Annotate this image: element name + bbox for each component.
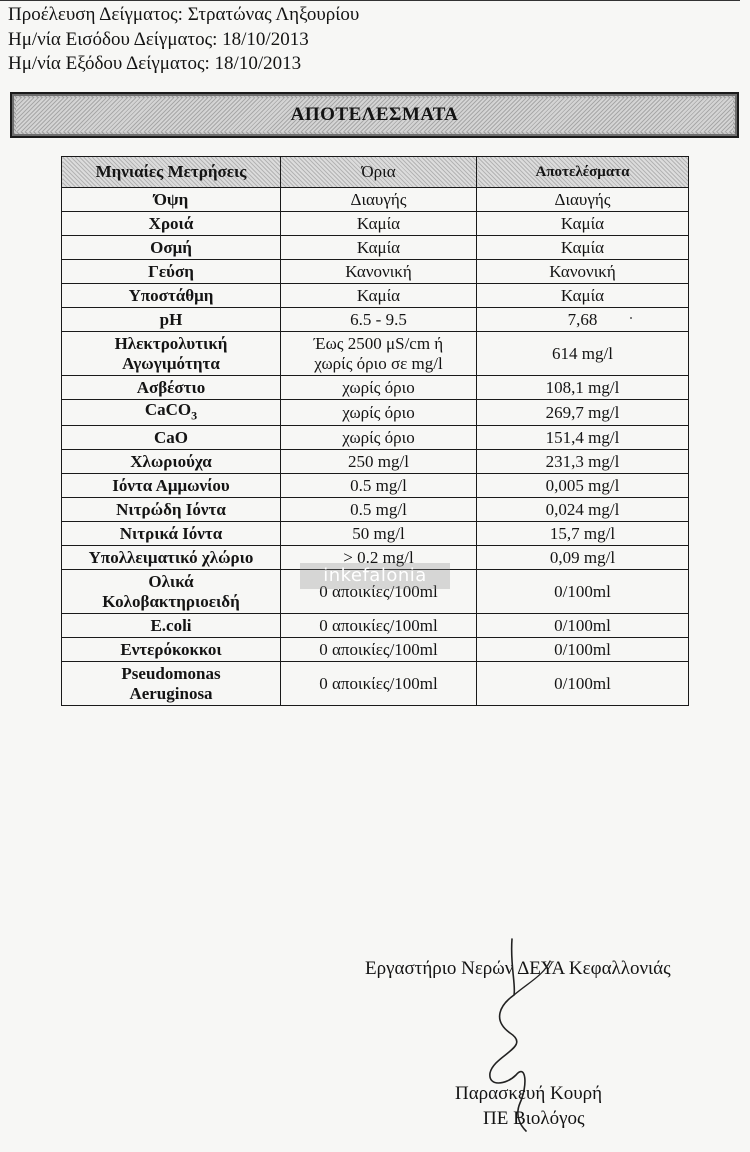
param-limit: 0.5 mg/l bbox=[281, 474, 477, 498]
table-row bbox=[62, 498, 689, 522]
param-name: Υπολλειματικό χλώριο bbox=[62, 546, 281, 570]
table-row bbox=[62, 236, 689, 260]
handwritten-signature bbox=[470, 935, 560, 1135]
param-limit-line2: χωρίς όριο σε mg/l bbox=[314, 353, 443, 373]
param-name-line2: Αγωγιμότητα bbox=[122, 353, 220, 373]
param-result: Καμία bbox=[477, 236, 689, 260]
table-row bbox=[62, 308, 689, 332]
param-limit: Διαυγής bbox=[281, 188, 477, 212]
param-limit-line1: Έως 2500 μS/cm ή bbox=[313, 333, 444, 353]
param-limit: 250 mg/l bbox=[281, 450, 477, 474]
table-row bbox=[62, 376, 689, 400]
param-name: Οσμή bbox=[62, 236, 281, 260]
param-limit: 0 αποικίες/100ml bbox=[281, 614, 477, 638]
param-limit: 0 αποικίες/100ml bbox=[281, 662, 477, 706]
param-name: Γεύση bbox=[62, 260, 281, 284]
table-row bbox=[62, 332, 689, 376]
param-result: Καμία bbox=[477, 212, 689, 236]
table-row bbox=[62, 450, 689, 474]
table-row bbox=[62, 284, 689, 308]
param-result: 0,09 mg/l bbox=[477, 546, 689, 570]
param-result: 614 mg/l bbox=[477, 332, 689, 376]
table-row bbox=[62, 474, 689, 498]
param-result: Καμία bbox=[477, 284, 689, 308]
sample-exit-date: Ημ/νία Εξόδου Δείγματος: 18/10/2013 bbox=[8, 53, 302, 74]
param-limit: Καμία bbox=[281, 236, 477, 260]
header-measurements: Μηνιαίες Μετρήσεις bbox=[62, 157, 281, 188]
param-name-line2: Κολοβακτηριοειδή bbox=[102, 591, 240, 611]
param-name: Νιτρικά Ιόντα bbox=[62, 522, 281, 546]
table-row bbox=[62, 662, 689, 706]
table-header-row bbox=[62, 157, 689, 188]
param-limit: Καμία bbox=[281, 284, 477, 308]
param-name: Εντερόκοκκοι bbox=[62, 638, 281, 662]
results-banner bbox=[10, 92, 739, 138]
param-name-text: CaCO bbox=[144, 400, 192, 419]
header-results: Αποτελέσματα bbox=[477, 157, 689, 188]
sample-origin: Προέλευση Δείγματος: Στρατώνας Ληξουρίου bbox=[8, 4, 360, 25]
param-limit: 50 mg/l bbox=[281, 522, 477, 546]
table-row bbox=[62, 522, 689, 546]
table-row bbox=[62, 400, 689, 426]
param-result: 7,68 bbox=[477, 308, 689, 332]
watermark: inkefalonia bbox=[300, 563, 450, 589]
param-name-line1: Ολικά bbox=[148, 571, 194, 591]
table-row bbox=[62, 614, 689, 638]
param-result: 108,1 mg/l bbox=[477, 376, 689, 400]
param-name: E.coli bbox=[62, 614, 281, 638]
param-limit: 6.5 - 9.5 bbox=[281, 308, 477, 332]
param-name: Χροιά bbox=[62, 212, 281, 236]
table-row bbox=[62, 212, 689, 236]
param-limit: > 0.2 mg/l bbox=[281, 546, 477, 570]
table-row bbox=[62, 260, 689, 284]
param-result: 151,4 mg/l bbox=[477, 426, 689, 450]
param-limit: χωρίς όριο bbox=[281, 376, 477, 400]
param-name-line2: Aeruginosa bbox=[129, 683, 213, 703]
param-result: 231,3 mg/l bbox=[477, 450, 689, 474]
param-result: 0,024 mg/l bbox=[477, 498, 689, 522]
param-result: 0/100ml bbox=[477, 570, 689, 614]
param-name bbox=[62, 570, 281, 614]
param-name-subscript: 3 bbox=[191, 408, 198, 423]
top-rule bbox=[0, 0, 740, 1]
sample-header bbox=[8, 3, 359, 77]
param-name bbox=[62, 332, 281, 376]
param-limit: 0 αποικίες/100ml bbox=[281, 570, 477, 614]
param-limit: 0.5 mg/l bbox=[281, 498, 477, 522]
param-limit: Καμία bbox=[281, 212, 477, 236]
param-result: 269,7 mg/l bbox=[477, 400, 689, 426]
param-limit: χωρίς όριο bbox=[281, 400, 477, 426]
table-row bbox=[62, 638, 689, 662]
lab-name: Εργαστήριο Νερών ΔΕΥΑ Κεφαλλονιάς bbox=[365, 958, 671, 979]
param-result: 0,005 mg/l bbox=[477, 474, 689, 498]
param-name bbox=[62, 400, 281, 426]
sample-entry-date: Ημ/νία Εισόδου Δείγματος: 18/10/2013 bbox=[8, 28, 309, 50]
param-limit bbox=[281, 332, 477, 376]
param-name-line1: Ηλεκτρολυτική bbox=[114, 333, 228, 353]
param-name: Ιόντα Αμμωνίου bbox=[62, 474, 281, 498]
param-result: 15,7 mg/l bbox=[477, 522, 689, 546]
param-result: 0/100ml bbox=[477, 614, 689, 638]
param-limit: Κανονική bbox=[281, 260, 477, 284]
param-name-line1: Pseudomonas bbox=[121, 663, 221, 683]
param-limit: 0 αποικίες/100ml bbox=[281, 638, 477, 662]
param-name: CaO bbox=[62, 426, 281, 450]
param-limit: χωρίς όριο bbox=[281, 426, 477, 450]
results-table bbox=[61, 156, 689, 706]
table-row bbox=[62, 188, 689, 212]
signatory-name: Παρασκευή Κουρή bbox=[455, 1083, 603, 1104]
header-limits: Όρια bbox=[281, 157, 477, 188]
param-result: Κανονική bbox=[477, 260, 689, 284]
param-name: Ασβέστιο bbox=[62, 376, 281, 400]
param-name: Νιτρώδη Ιόντα bbox=[62, 498, 281, 522]
param-result: Διαυγής bbox=[477, 188, 689, 212]
table-row bbox=[62, 426, 689, 450]
param-name bbox=[62, 662, 281, 706]
param-name: pH bbox=[62, 308, 281, 332]
signatory-title: ΠΕ Βιολόγος bbox=[483, 1108, 585, 1129]
param-name: Όψη bbox=[62, 188, 281, 212]
results-title: ΑΠΟΤΕΛΕΣΜΑΤΑ bbox=[290, 104, 459, 125]
param-name: Υποστάθμη bbox=[62, 284, 281, 308]
scan-speck bbox=[630, 317, 632, 319]
param-name: Χλωριούχα bbox=[62, 450, 281, 474]
param-result: 0/100ml bbox=[477, 638, 689, 662]
param-result: 0/100ml bbox=[477, 662, 689, 706]
